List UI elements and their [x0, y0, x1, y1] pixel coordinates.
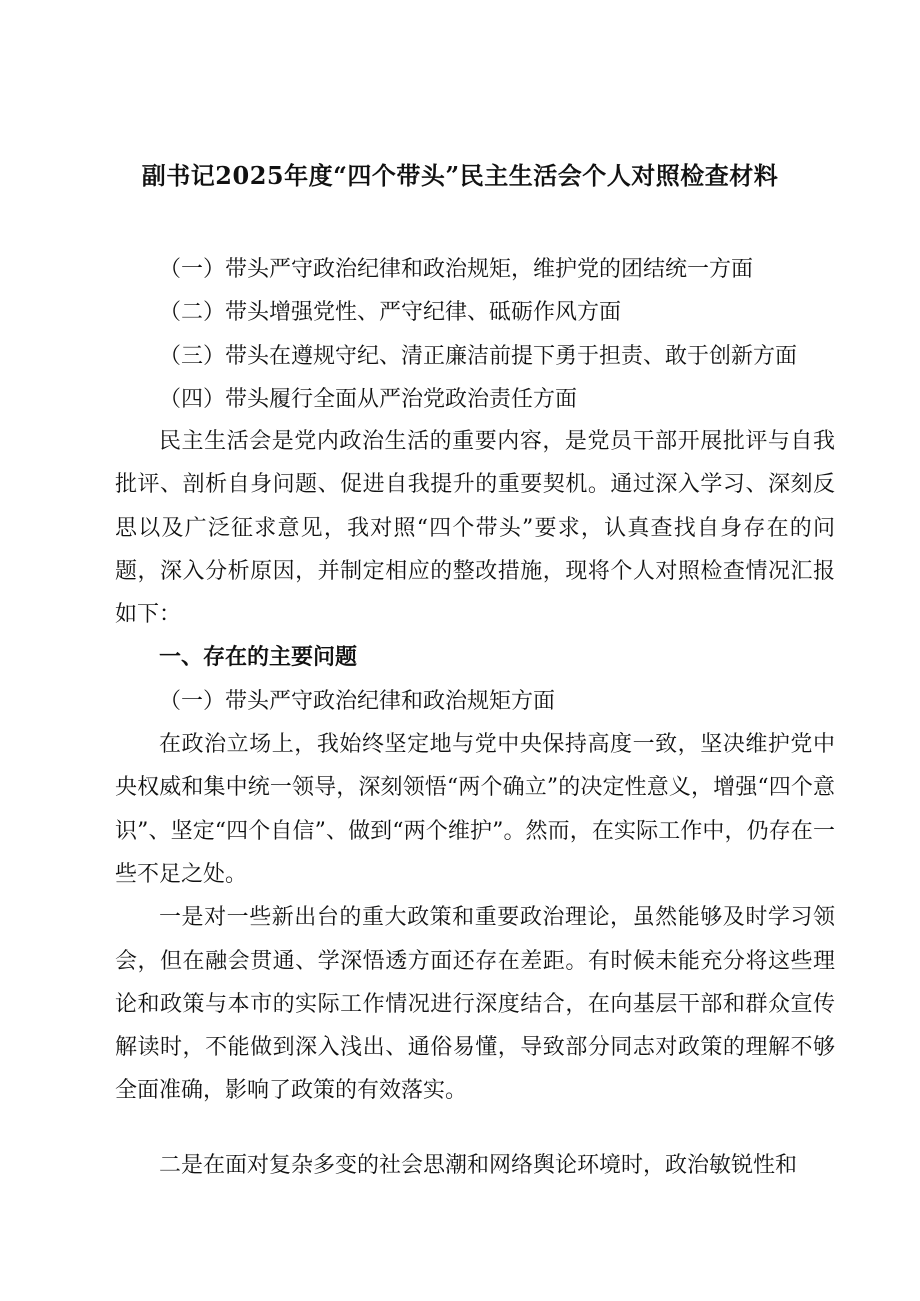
body-paragraph: 在政治立场上，我始终坚定地与党中央保持高度一致，坚决维护党中央权威和集中统一领导，深刻领悟“两个确立”的决定性意义，增强“四个意识”、坚定“四个自信”、做到“两个维护”。然而，在实际工作中，仍存在一些不足之处。	[115, 732, 835, 887]
body-paragraph: 一是对一些新出台的重大政策和重要政治理论，虽然能够及时学习领会，但在融会贯通、学深悟透方面还存在差距。有时候未能充分将这些理论和政策与本市的实际工作情况进行深度结合，在向基层干部和群众宣传解读时，不能做到深入浅出、通俗易懂，导致部分同志对政策的理解不够全面准确，影响了政策的有效落实。	[115, 905, 835, 1104]
outline-item: （一）带头严守政治纪律和政治规矩，维护党的团结统一方面	[159, 257, 754, 282]
intro-paragraph: 民主生活会是党内政治生活的重要内容，是党员干部开展批评与自我批评、剖析自身问题、促进自我提升的重要契机。通过深入学习、深刻反思以及广泛征求意见，我对照“四个带头”要求，认真查找自身存在的问题，深入分析原因，并制定相应的整改措施，现将个人对照检查情况汇报如下：	[115, 429, 835, 628]
subsection-heading: （一）带头严守政治纪律和政治规矩方面	[159, 688, 556, 714]
outline-item: （二）带头增强党性、严守纪律、砥砺作风方面	[159, 300, 622, 326]
document-title: 副书记2025年度“四个带头”民主生活会个人对照检查材料	[141, 161, 779, 190]
section-heading: 一、存在的主要问题	[159, 644, 358, 671]
body-paragraph: 二是在面对复杂多变的社会思潮和网络舆论环境时，政治敏锐性和	[159, 1152, 798, 1178]
document-body	[115, 420, 835, 1187]
outline-list	[115, 248, 835, 421]
outline-item: （三）带头在遵规守纪、清正廉洁前提下勇于担责、敢于创新方面	[159, 343, 798, 369]
outline-item: （四）带头履行全面从严治党政治责任方面	[159, 386, 578, 412]
